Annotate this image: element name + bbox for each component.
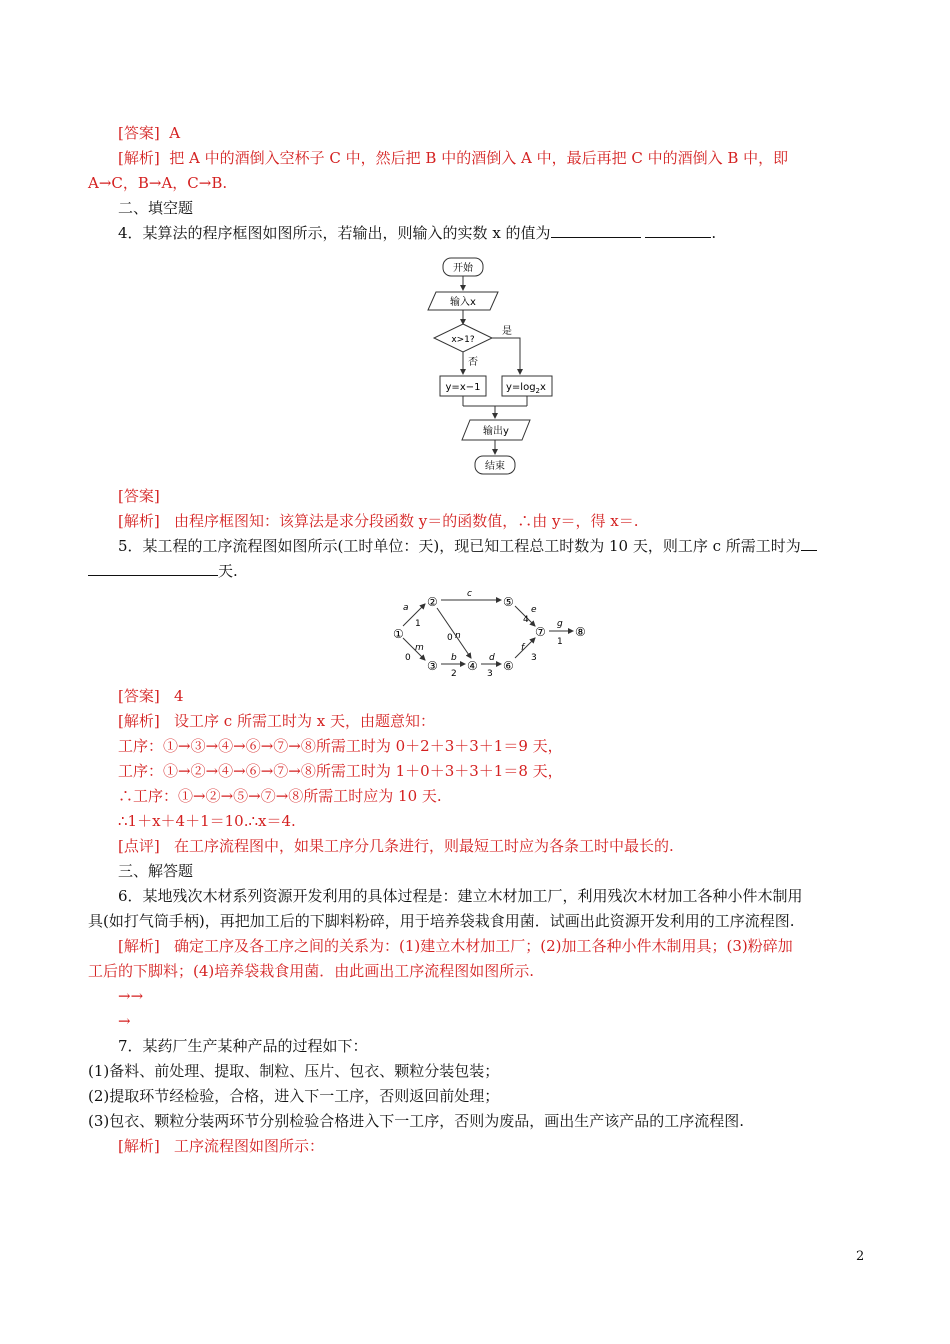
q7-analysis xyxy=(118,1136,324,1156)
q5-answer xyxy=(118,686,184,706)
flow-yes-label: 是 xyxy=(502,326,512,337)
edge-d-time: 3 xyxy=(487,669,493,678)
edge-a: a xyxy=(403,603,409,613)
section-title-fill-in: 二、填空题 xyxy=(118,199,194,217)
comment-text: 在工序流程图中，如果工序分几条进行，则最短工时应为各条工时中最长的. xyxy=(174,837,674,855)
q5-analysis-line: 工序：①→③→④→⑥→⑦→⑧所需工时为 0＋2＋3＋3＋1＝9 天， xyxy=(118,737,563,755)
edge-g: g xyxy=(557,619,563,629)
q7-item-3: (3)包衣、颗粒分装两环节分别检验合格进入下一工序，否则为废品，画出生产该产品的工序流程图. xyxy=(88,1112,745,1130)
q4-flowchart xyxy=(420,254,570,478)
question-text: 4．某算法的程序框图如图所示，若输出，则输入的实数 x 的值为 xyxy=(118,224,551,242)
analysis-text: 设工序 c 所需工时为 x 天，由题意知： xyxy=(174,712,435,730)
q6-analysis-line1 xyxy=(118,936,793,956)
q5-analysis-line: ∴1＋x＋4＋1＝10.∴x＝4. xyxy=(118,812,296,830)
answer-label: [答案] xyxy=(118,124,160,142)
question-end: . xyxy=(711,224,717,242)
section-title-answer: 三、解答题 xyxy=(118,862,194,880)
q3-analysis-line1 xyxy=(118,148,788,168)
edge-n-time: 0 xyxy=(447,633,453,643)
edge-d: d xyxy=(489,653,495,663)
q6-question-line1: 6．某地残次木材系列资源开发利用的具体过程是：建立木材加工厂，利用残次木材加工各种小件木制用 xyxy=(118,887,803,905)
edge-e-time: 4 xyxy=(523,615,529,625)
q6-arrows-line2: → xyxy=(118,1012,131,1030)
edge-a-time: 1 xyxy=(415,619,421,629)
comment-label: [点评] xyxy=(118,837,160,855)
node-4: ④ xyxy=(467,659,478,673)
node-2: ② xyxy=(427,595,438,609)
q3-answer xyxy=(118,123,180,143)
q5-analysis-line: ∴工序：①→②→⑤→⑦→⑧所需工时应为 10 天. xyxy=(118,787,442,805)
analysis-text: 确定工序及各工序之间的关系为：(1)建立木材加工厂；(2)加工各种小件木制用具；(3)粉碎加 xyxy=(174,937,793,955)
q6-analysis-line2: 工后的下脚料；(4)培养袋栽食用菌．由此画出工序流程图如图所示. xyxy=(88,962,535,980)
q4-analysis xyxy=(118,511,639,531)
analysis-text: 把 A 中的酒倒入空杯子 C 中，然后把 B 中的酒倒入 A 中，最后再把 C 中的酒倒入 B 中，即 xyxy=(169,149,789,167)
analysis-label: [解析] xyxy=(118,712,160,730)
q6-arrows-line1: →→ xyxy=(118,987,144,1005)
page-number: 2 xyxy=(856,1249,865,1264)
q4-answer: [答案] xyxy=(118,487,160,505)
answer-label: [答案] xyxy=(118,687,160,705)
node-1: ① xyxy=(393,627,404,641)
q6-question-line2: 具(如打气筒手柄)，再把加工后的下脚料粉碎，用于培养袋栽食用菌．试画出此资源开发利用的工序流程图. xyxy=(88,912,795,930)
flow-left-box-label: y=x−1 xyxy=(445,382,481,393)
q5-comment xyxy=(118,836,674,856)
edge-e: e xyxy=(531,605,537,615)
q7-question: 7．某药厂生产某种产品的过程如下： xyxy=(118,1037,368,1055)
analysis-text: 工序流程图如图所示： xyxy=(174,1137,325,1155)
q5-analysis xyxy=(118,711,435,731)
edge-n: n xyxy=(455,631,461,641)
flow-condition-label: x>1? xyxy=(451,335,475,345)
node-8: ⑧ xyxy=(575,625,586,639)
question-end: 天. xyxy=(218,562,238,580)
q7-item-1: (1)备料、前处理、提取、制粒、压片、包衣、颗粒分装包装； xyxy=(88,1062,500,1080)
answer-blank xyxy=(645,223,711,238)
q3-analysis-line2: A→C，B→A，C→B. xyxy=(88,174,228,192)
flow-start-label: 开始 xyxy=(453,263,473,274)
flow-right-box-label: $y=\log_2x$ xyxy=(506,382,546,395)
q7-item-2: (2)提取环节经检验，合格，进入下一工序，否则返回前处理； xyxy=(88,1087,500,1105)
q5-question-line2 xyxy=(88,561,238,581)
edge-f: f xyxy=(521,643,525,653)
answer-blank xyxy=(88,561,218,576)
question-text: 5．某工程的工序流程图如图所示(工时单位：天)，现已知工程总工时数为 10 天，则工序 c 所需工时为 xyxy=(118,537,801,555)
analysis-label: [解析] xyxy=(118,512,160,530)
q4-question xyxy=(118,223,716,243)
analysis-text: 由程序框图知：该算法是求分段函数 y＝的函数值，∴由 y＝，得 x＝. xyxy=(174,512,639,530)
edge-f-time: 3 xyxy=(531,653,537,663)
q5-analysis-line: 工序：①→②→④→⑥→⑦→⑧所需工时为 1＋0＋3＋3＋1＝8 天， xyxy=(118,762,563,780)
edge-m: m xyxy=(415,643,424,653)
answer-blank xyxy=(551,223,641,238)
analysis-label: [解析] xyxy=(118,937,160,955)
edge-b-time: 2 xyxy=(451,669,457,678)
analysis-label: [解析] xyxy=(118,1137,160,1155)
edge-c: c xyxy=(467,589,472,599)
flow-output-label: 输出y xyxy=(483,426,509,437)
node-3: ③ xyxy=(427,659,438,673)
flow-end-label: 结束 xyxy=(485,461,505,472)
flow-no-label: 否 xyxy=(468,357,478,368)
edge-g-time: 1 xyxy=(557,637,563,647)
edge-m-time: 0 xyxy=(405,653,411,663)
node-5: ⑤ xyxy=(503,595,514,609)
q5-network-diagram xyxy=(385,588,595,678)
analysis-label: [解析] xyxy=(118,149,160,167)
answer-value: 4 xyxy=(174,687,184,705)
flow-input-label: 输入x xyxy=(450,297,476,308)
q5-question-line1 xyxy=(118,536,817,556)
answer-blank xyxy=(801,536,817,551)
edge-b: b xyxy=(451,653,457,663)
answer-value: A xyxy=(169,124,181,142)
node-7: ⑦ xyxy=(535,625,546,639)
node-6: ⑥ xyxy=(503,659,514,673)
